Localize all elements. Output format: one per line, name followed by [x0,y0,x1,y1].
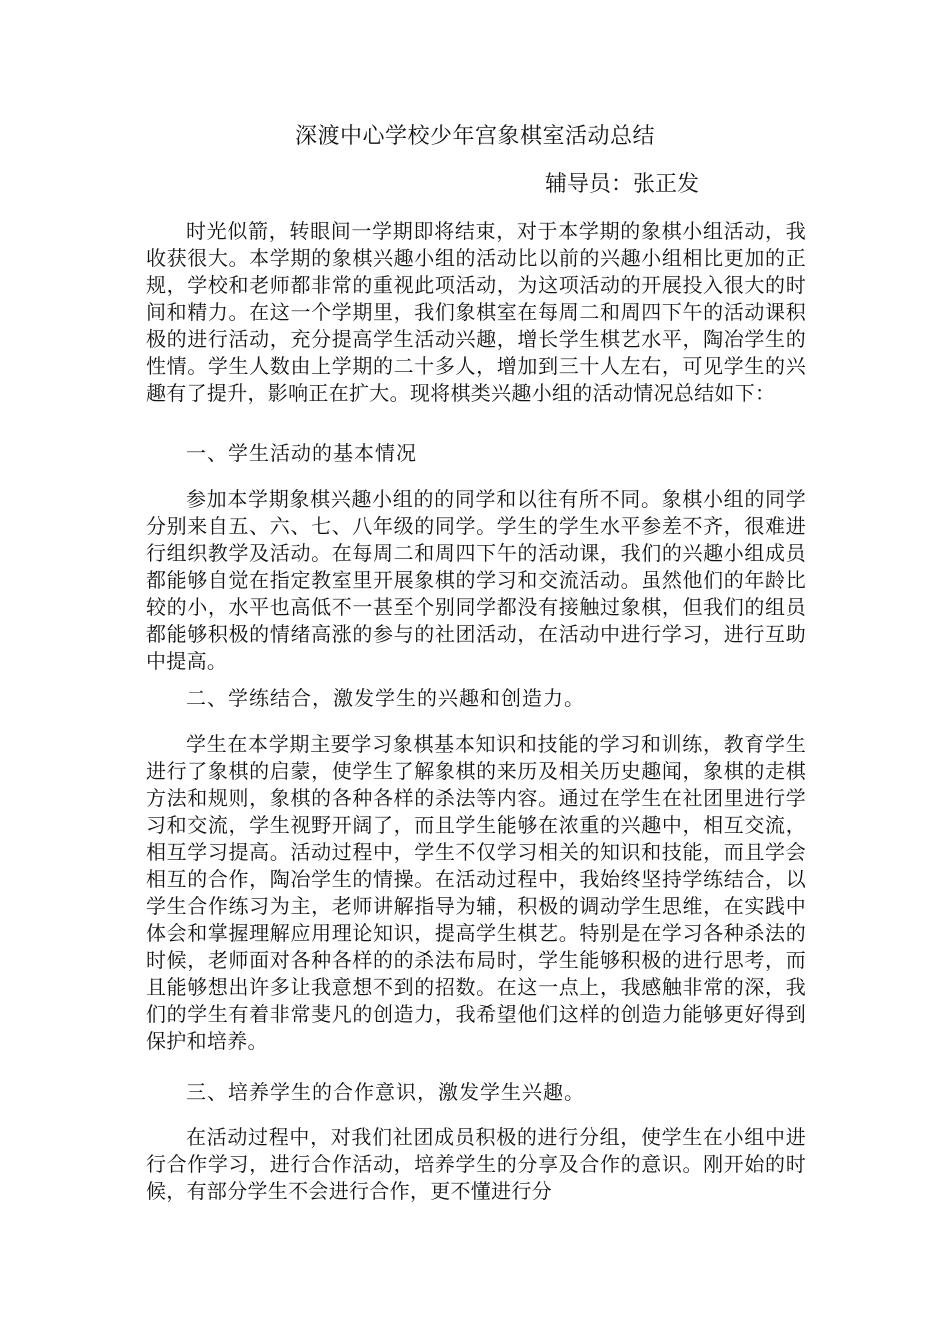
section-body-1: 参加本学期象棋兴趣小组的的同学和以往有所不同。象棋小组的同学分别来自五、六、七、八年级的同学。学生的学生水平参差不齐，很难进行组织教学及活动。在每周二和周四下午的活动课，我们的兴趣小组成员都能够自觉在指定教室里开展象棋的学习和交流活动。虽然他们的年龄比较的小，水平也高低不一甚至个别同学都没有接触过象棋，但我们的组员都能够积极的情绪高涨的参与的社团活动，在活动中进行学习，进行互助中提高。 [146,487,806,673]
section-heading-2: 二、学练结合，激发学生的兴趣和创造力。 [186,686,585,710]
section-heading-3: 三、培养学生的合作意识，激发学生兴趣。 [186,1080,585,1104]
document-title: 深渡中心学校少年宫象棋室活动总结 [294,124,655,149]
section-heading-1: 一、学生活动的基本情况 [186,441,417,465]
section-body-3: 在活动过程中，对我们社团成员积极的进行分组，使学生在小组中进行合作学习，进行合作活动，培养学生的分享及合作的意识。刚开始的时候，有部分学生不会进行合作，更不懂进行分 [146,1125,806,1203]
author-line: 辅导员：张正发 [545,172,700,197]
intro-paragraph: 时光似箭，转眼间一学期即将结束，对于本学期的象棋小组活动，我收获很大。本学期的象棋兴趣小组的活动比以前的兴趣小组相比更加的正规，学校和老师都非常的重视此项活动，为这项活动的开展投入很大的时间和精力。在这一个学期里，我们象棋室在每周二和周四下午的活动课积极的进行活动，充分提高学生活动兴趣，增长学生棋艺水平，陶冶学生的性情。学生人数由上学期的二十多人，增加到三十人左右，可见学生的兴趣有了提升，影响正在扩大。现将棋类兴趣小组的活动情况总结如下： [146,219,806,405]
section-body-2: 学生在本学期主要学习象棋基本知识和技能的学习和训练，教育学生进行了象棋的启蒙，使学生了解象棋的来历及相关历史趣闻，象棋的走棋方法和规则，象棋的各种各样的杀法等内容。通过在学生在社团里进行学习和交流，学生视野开阔了，而且学生能够在浓重的兴趣中，相互交流，相互学习提高。活动过程中，学生不仅学习相关的知识和技能，而且学会相互的合作，陶冶学生的情操。在活动过程中，我始终坚持学练结合，以学生合作练习为主，老师讲解指导为辅，积极的调动学生思维，在实践中体会和掌握理解应用理论知识，提高学生棋艺。特别是在学习各种杀法的时候，老师面对各种各样的的杀法布局时，学生能够积极的进行思考，而且能够想出许多让我意想不到的招数。在这一点上，我感触非常的深，我们的学生有着非常斐凡的创造力，我希望他们这样的创造力能够更好得到保护和培养。 [146,732,806,1053]
